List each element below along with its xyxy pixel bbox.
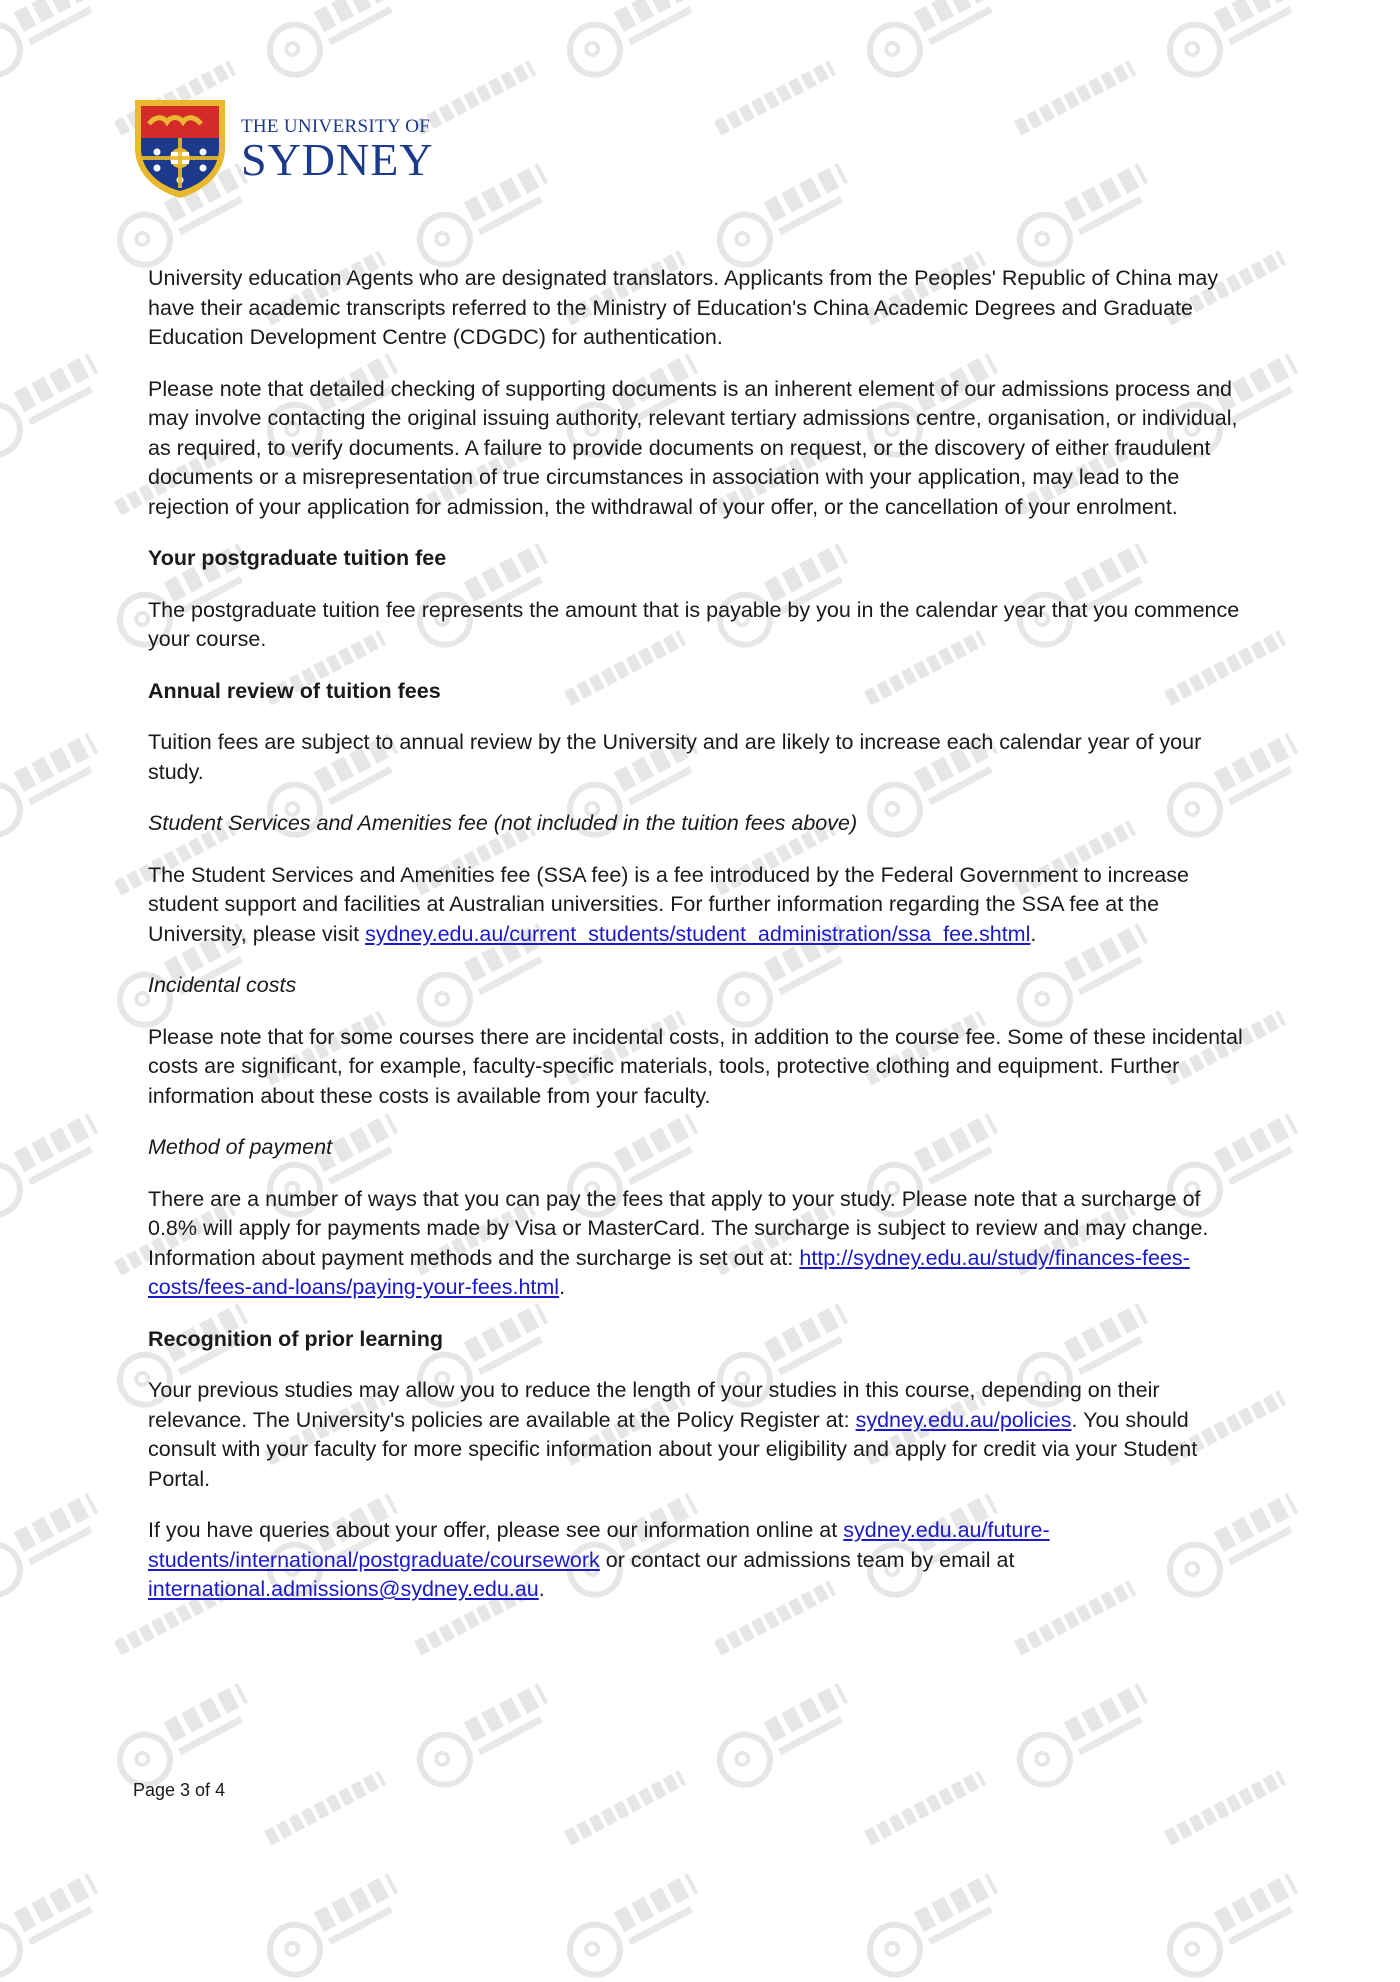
watermark-logo bbox=[852, 0, 1017, 91]
heading-ssa-fee: Student Services and Amenities fee (not included in the tuition fees above) bbox=[148, 811, 858, 835]
heading-incidental-costs: Incidental costs bbox=[148, 973, 297, 997]
watermark-text bbox=[264, 1770, 386, 1845]
coursework-link[interactable]: sydney.edu.au/future-students/international/postgraduate/coursework bbox=[148, 1518, 1050, 1572]
payment-text: There are a number of ways that you can pay the fees that apply to your study. Please note that a surcharge of 0.8% will apply for payments made by Visa or MasterCard. The surcharge is subject to review and may change. Information about payment methods and the surcharge is set out at: bbox=[148, 1186, 1209, 1270]
paragraph-queries: If you have queries about your offer, please see our information online at sydney.edu.au/future-students/international/postgraduate/coursework or contact our admissions team by email at international.admissions@sydney.edu.au. bbox=[148, 1518, 1050, 1601]
watermark-logo bbox=[0, 1479, 118, 1611]
watermark-logo bbox=[252, 0, 417, 91]
logo-text-line1: THE UNIVERSITY OF bbox=[241, 116, 431, 137]
heading-tuition-fee: Your postgraduate tuition fee bbox=[148, 546, 447, 570]
paragraph-translators: University education Agents who are designated translators. Applicants from the Peoples' Republic of China may have their academic transcripts referred to the Ministry of Education's China Academic Degrees and Graduate Education Development Centre (CDGDC) for authentication. bbox=[148, 266, 1219, 349]
letter-body bbox=[148, 264, 1248, 1627]
paragraph-incidental-costs: Please note that for some courses there are incidental costs, in addition to the course fee. Some of these incidental costs are significant, for example, faculty-specific materials, tools, protective clothing and equipment. Further information about these costs is available from your faculty. bbox=[148, 1024, 1243, 1108]
watermark-logo bbox=[1152, 0, 1317, 91]
watermark-logo bbox=[552, 0, 717, 91]
recognition-text-a: Your previous studies may allow you to reduce the length of your studies in this course, depending on their relevance. The University's policies are available at the Policy Register at: bbox=[148, 1378, 1160, 1432]
queries-text-a: If you have queries about your offer, please see our information online at bbox=[148, 1518, 838, 1542]
watermark-text bbox=[864, 1770, 986, 1845]
watermark-logo bbox=[0, 0, 118, 91]
watermark-logo bbox=[1002, 149, 1167, 281]
paragraph-document-checking: Please note that detailed checking of supporting documents is an inherent element of our admissions process and may involve contacting the original issuing authority, relevant tertiary admissions centre, organisation, or individual, as required, to verify documents. A failure to provide documents on request, or the discovery of either fraudulent documents or a misrepresentation of true circumstances in association with your application, may lead to the rejection of your application for admission, the withdrawal of your offer, or the cancellation of your enrolment. bbox=[148, 376, 1238, 519]
recognition-text-b: You should consult with your faculty for more specific information about your eligibility and apply for credit via your Student Portal. bbox=[148, 1407, 1198, 1491]
watermark-logo bbox=[552, 1859, 717, 1982]
paragraph-annual-review: Tuition fees are subject to annual review by the University and are likely to increase each calendar year of your study. bbox=[148, 730, 1202, 784]
payment-link[interactable]: http://sydney.edu.au/study/finances-fees-costs/fees-and-loans/paying-your-fees.html bbox=[148, 1245, 1190, 1299]
watermark-logo bbox=[0, 719, 118, 851]
logo-text-line2: SYDNEY bbox=[241, 134, 434, 185]
ssa-fee-link[interactable]: sydney.edu.au/current_students/student_administration/ssa_fee.shtml bbox=[365, 921, 1031, 946]
university-logo bbox=[131, 96, 434, 200]
heading-method-of-payment: Method of payment bbox=[148, 1135, 333, 1159]
paragraph-tuition-fee: The postgraduate tuition fee represents the amount that is payable by you in the calendar year that you commence your course. bbox=[148, 597, 1240, 651]
watermark-logo bbox=[252, 1859, 417, 1982]
heading-annual-review: Annual review of tuition fees bbox=[148, 678, 441, 703]
watermark-text bbox=[1014, 60, 1136, 135]
watermark-logo bbox=[702, 1669, 867, 1801]
watermark-logo bbox=[1002, 1669, 1167, 1801]
queries-text-b: or contact our admissions team by email at bbox=[605, 1547, 1015, 1572]
watermark-text bbox=[1164, 1770, 1286, 1845]
university-crest-icon bbox=[131, 96, 229, 200]
watermark-logo bbox=[852, 1859, 1017, 1982]
paragraph-recognition-prior-learning: Your previous studies may allow you to reduce the length of your studies in this course, depending on their relevance. The University's policies are available at the Policy Register at: sydney.edu.au/policies. You should consult with your faculty for more specific information about your eligibility and apply for credit via your Student Portal. bbox=[148, 1378, 1198, 1491]
watermark-text bbox=[714, 60, 836, 135]
heading-recognition-prior-learning: Recognition of prior learning bbox=[148, 1326, 444, 1351]
paragraph-method-of-payment: There are a number of ways that you can pay the fees that apply to your study. Please note that a surcharge of 0.8% will apply for payments made by Visa or MasterCard. The surcharge is subject to review and may change. Information about payment methods and the surcharge is set out at: http://sydney.edu.au/study/finances-fees-costs/fees-and-loans/paying-your-fees.html. bbox=[148, 1186, 1209, 1299]
watermark-text bbox=[564, 1770, 686, 1845]
policies-link[interactable]: sydney.edu.au/policies bbox=[855, 1407, 1072, 1432]
watermark-logo bbox=[702, 149, 867, 281]
page-number: Page 3 of 4 bbox=[133, 1780, 226, 1800]
watermark-logo bbox=[402, 1669, 567, 1801]
ssa-fee-text: The Student Services and Amenities fee (SSA fee) is a fee introduced by the Federal Government to increase student support and facilities at Australian universities. For further information regarding the SSA fee at the University, please visit bbox=[148, 862, 1189, 946]
paragraph-ssa-fee: The Student Services and Amenities fee (SSA fee) is a fee introduced by the Federal Government to increase student support and facilities at Australian universities. For further information regarding the SSA fee at the University, please visit sydney.edu.au/current_students/student_administration/ssa_fee.shtml. bbox=[148, 862, 1189, 946]
watermark-logo bbox=[0, 339, 118, 471]
watermark-logo bbox=[1152, 1859, 1317, 1982]
watermark-logo bbox=[0, 1099, 118, 1231]
watermark-logo bbox=[0, 1859, 118, 1982]
admissions-email-link[interactable]: international.admissions@sydney.edu.au bbox=[148, 1577, 539, 1601]
